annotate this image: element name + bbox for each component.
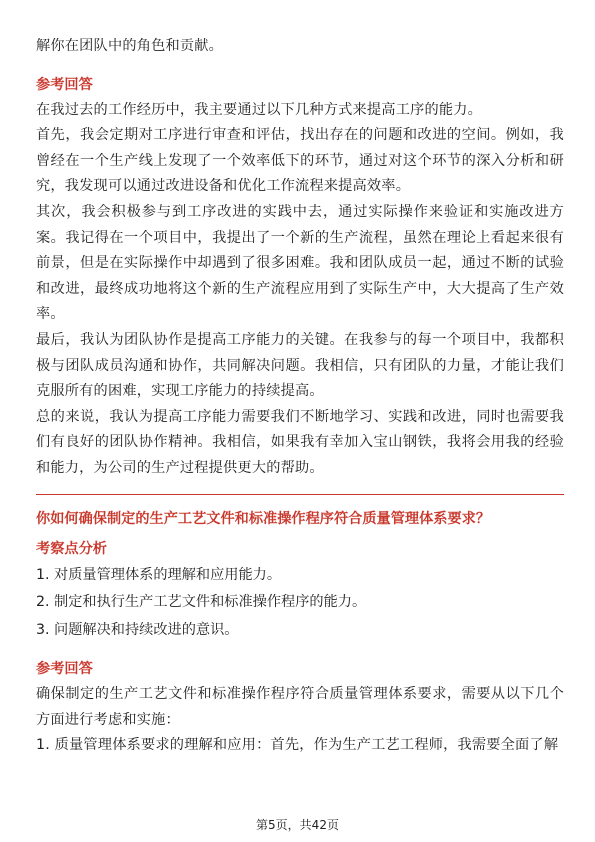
question-title: 你如何确保制定的生产工艺文件和标准操作程序符合质量管理体系要求？: [36, 510, 491, 527]
answer-paragraph: 确保制定的生产工艺文件和标准操作程序符合质量管理体系要求，需要从以下几个方面进行考虑和实施：: [36, 686, 564, 728]
answer-heading: 参考回答: [36, 661, 93, 677]
section-divider: [36, 494, 564, 495]
page-number-footer: 第5页，共42页: [256, 818, 339, 832]
answer-paragraph: 总的来说，我认为提高工序能力需要我们不断地学习、实践和改进，同时也需要我们有良好的团队协作精神。我相信，如果我有幸加入宝山钢铁，我将会用我的经验和能力，为公司的生产过程提供更大的帮助。: [36, 408, 564, 476]
answer-paragraph: 最后，我认为团队协作是提高工序能力的关键。在我参与的每一个项目中，我都积极与团队成员沟通和协作，共同解决问题。我相信，只有团队的力量，才能让我们克服所有的困难，实现工序能力的持续提高。: [36, 331, 564, 400]
answer-heading: 参考回答: [36, 76, 93, 93]
answer-paragraph: 在我过去的工作经历中，我主要通过以下几种方式来提高工序的能力。: [36, 101, 483, 118]
analysis-item: 1. 对质量管理体系的理解和应用能力。: [36, 566, 282, 583]
answer-paragraph: 1. 质量管理体系要求的理解和应用：首先，作为生产工艺工程师，我需要全面了解: [36, 737, 559, 754]
intro-tail: 解你在团队中的角色和贡献。: [36, 38, 224, 54]
answer-body: [36, 682, 564, 759]
analysis-list: [36, 562, 564, 645]
analysis-heading: 考察点分析: [36, 540, 107, 557]
document-page: [36, 34, 564, 759]
answer-body: [36, 98, 564, 482]
answer-paragraph: 首先，我会定期对工序进行审查和评估，找出存在的问题和改进的空间。例如，我曾经在一个生产线上发现了一个效率低下的环节，通过对这个环节的深入分析和研究，我发现可以通过改进设备和优化工作流程来提高效率。: [36, 127, 564, 195]
analysis-item: 3. 问题解决和持续改进的意识。: [36, 621, 239, 638]
answer-paragraph: 其次，我会积极参与到工序改进的实践中去，通过实际操作来验证和实施改进方案。我记得在一个项目中，我提出了一个新的生产流程，虽然在理论上看起来很有前景，但是在实际操作中却遇到了很多困难。我和团队成员一起，通过不断的试验和改进，最终成功地将这个新的生产流程应用到了实际生产中，大大提高了生产效率。: [36, 203, 564, 323]
analysis-item: 2. 制定和执行生产工艺文件和标准操作程序的能力。: [36, 594, 367, 610]
